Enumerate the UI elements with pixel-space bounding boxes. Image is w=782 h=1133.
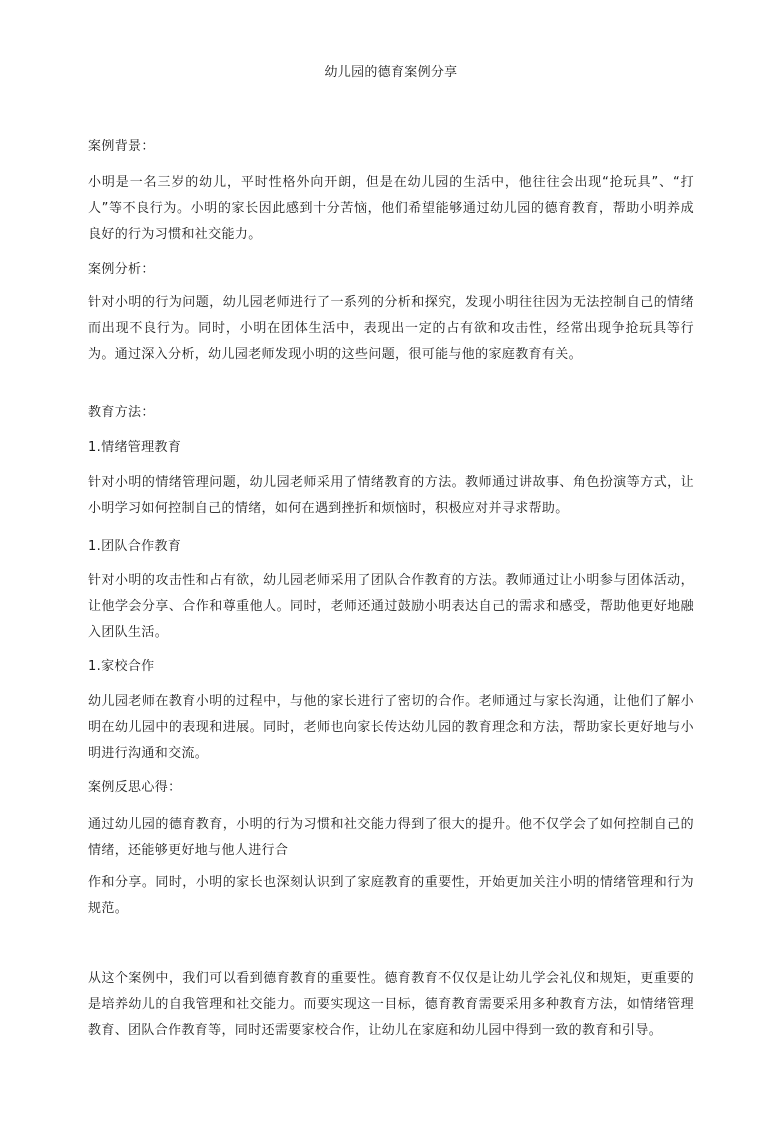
- paragraph-method-teamwork: 针对小明的攻击性和占有欲，幼儿园老师采用了团队合作教育的方法。教师通过让小明参与团体活动，让他学会分享、合作和尊重他人。同时，老师还通过鼓励小明表达自己的需求和感受，帮助他更好地融入团队生活。: [88, 573, 694, 640]
- paragraph-reflection-part2: 作和分享。同时，小明的家长也深刻认识到了家庭教育的重要性，开始更加关注小明的情绪管理和行为规范。: [88, 875, 694, 916]
- section-heading-analysis: 案例分析：: [88, 262, 155, 277]
- section-heading-background: 案例背景：: [88, 139, 155, 154]
- paragraph-analysis: 针对小明的行为问题，幼儿园老师进行了一系列的分析和探究，发现小明往往因为无法控制自己的情绪而出现不良行为。同时，小明在团体生活中，表现出一定的占有欲和攻击性，经常出现争抢玩具等行为。通过深入分析，幼儿园老师发现小明的这些问题，很可能与他的家庭教育有关。: [88, 295, 694, 362]
- paragraph-method-home-school: 幼儿园老师在教育小明的过程中，与他的家长进行了密切的合作。老师通过与家长沟通，让他们了解小明在幼儿园中的表现和进展。同时，老师也向家长传达幼儿园的教育理念和方法，帮助家长更好地与小明进行沟通和交流。: [88, 694, 694, 761]
- paragraph-reflection-part1: 通过幼儿园的德育教育，小明的行为习惯和社交能力得到了很大的提升。他不仅学会了如何控制自己的情绪，还能够更好地与他人进行合: [88, 817, 694, 858]
- document-title: 幼儿园的德育案例分享: [324, 65, 458, 80]
- section-heading-methods: 教育方法：: [88, 405, 155, 420]
- method-heading-teamwork: 1.团队合作教育: [88, 539, 182, 554]
- section-heading-reflection: 案例反思心得：: [88, 780, 182, 795]
- paragraph-conclusion: 从这个案例中，我们可以看到德育教育的重要性。德育教育不仅仅是让幼儿学会礼仪和规矩，更重要的是培养幼儿的自我管理和社交能力。而要实现这一目标，德育教育需要采用多种教育方法，如情绪管理教育、团队合作教育等，同时还需要家校合作，让幼儿在家庭和幼儿园中得到一致的教育和引导。: [88, 971, 694, 1038]
- paragraph-background: 小明是一名三岁的幼儿，平时性格外向开朗，但是在幼儿园的生活中，他往往会出现“抢玩具”、“打人”等不良行为。小明的家长因此感到十分苦恼，他们希望能够通过幼儿园的德育教育，帮助小明养成良好的行为习惯和社交能力。: [88, 175, 694, 242]
- method-heading-emotion: 1.情绪管理教育: [88, 440, 182, 455]
- paragraph-method-emotion: 针对小明的情绪管理问题，幼儿园老师采用了情绪教育的方法。教师通过讲故事、角色扮演等方式，让小明学习如何控制自己的情绪，如何在遇到挫折和烦恼时，积极应对并寻求帮助。: [88, 475, 694, 516]
- method-heading-home-school: 1.家校合作: [88, 659, 155, 674]
